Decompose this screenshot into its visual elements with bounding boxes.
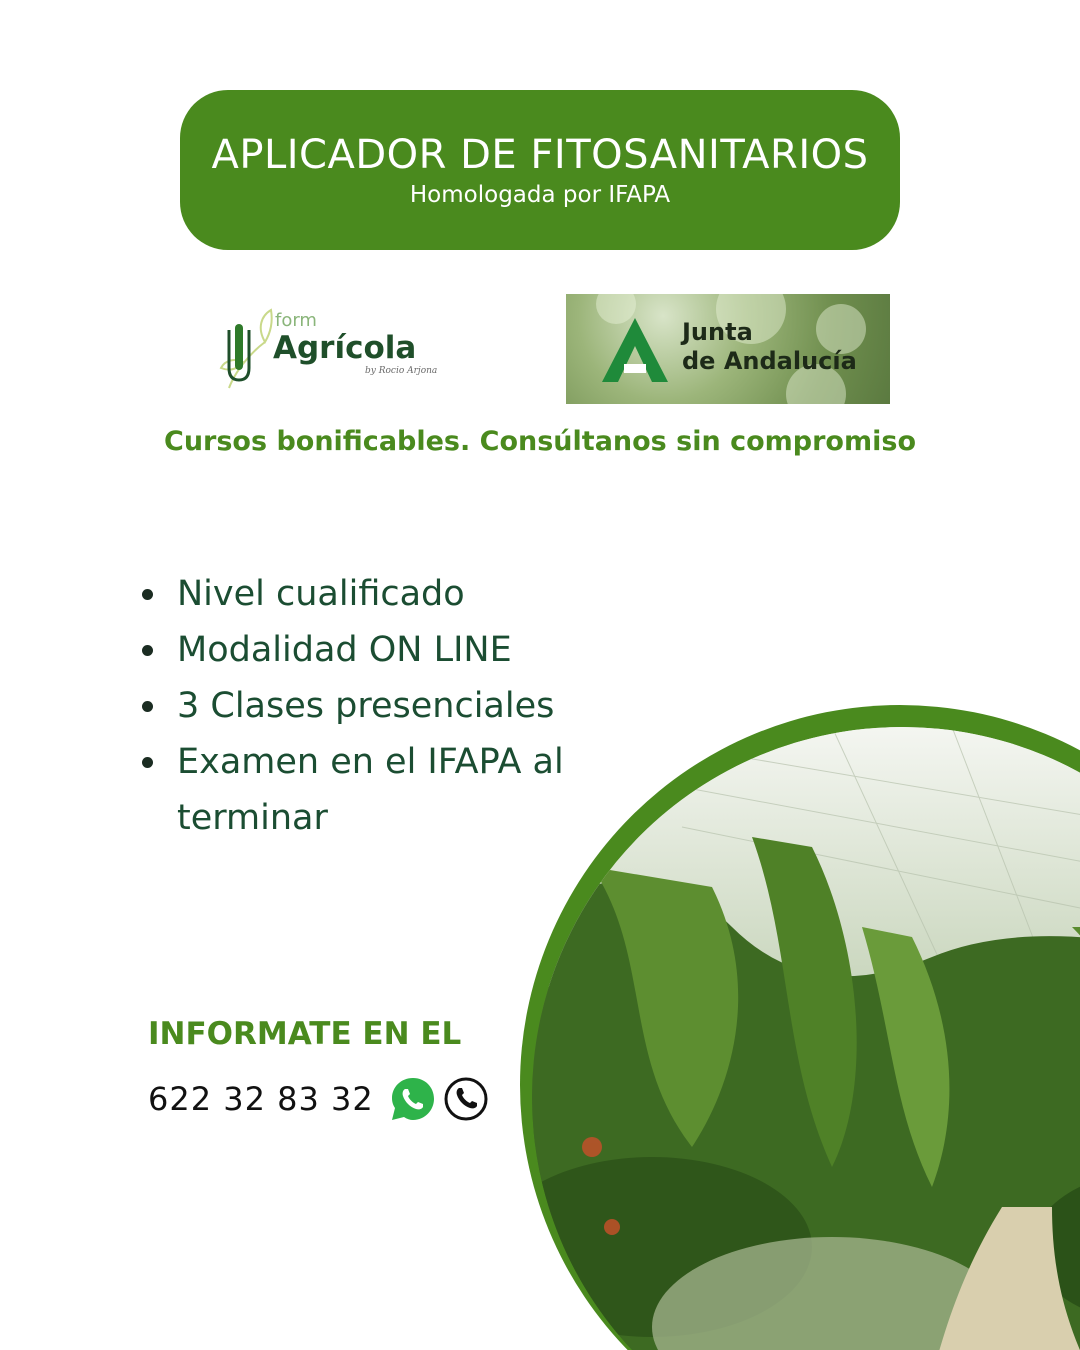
list-item: Examen en el IFAPA al terminar bbox=[140, 734, 610, 846]
form-agricola-logo bbox=[215, 302, 440, 390]
course-title: APLICADOR DE FITOSANITARIOS bbox=[211, 132, 869, 178]
junta-line1: Junta bbox=[682, 318, 753, 346]
phone-row bbox=[148, 1074, 490, 1124]
list-item: Nivel cualificado bbox=[140, 566, 610, 622]
course-title-banner bbox=[180, 90, 900, 250]
junta-line2: de Andalucía bbox=[682, 347, 857, 375]
list-item: 3 Clases presenciales bbox=[140, 678, 610, 734]
tagline: Cursos bonificables. Consúltanos sin compromiso bbox=[164, 426, 916, 457]
contact-label: INFORMATE EN EL bbox=[148, 1016, 462, 1052]
features-list bbox=[140, 566, 610, 846]
junta-andalucia-logo bbox=[566, 294, 890, 404]
course-subtitle: Homologada por IFAPA bbox=[409, 182, 671, 208]
logo-byline: by Rocio Arjona bbox=[365, 366, 438, 376]
phone-call-icon[interactable] bbox=[442, 1075, 490, 1123]
phone-number[interactable]: 622 32 83 32 bbox=[148, 1080, 374, 1118]
list-item: Modalidad ON LINE bbox=[140, 622, 610, 678]
greenhouse-photo bbox=[532, 727, 1080, 1350]
junta-text bbox=[682, 318, 857, 376]
test-tube-leaf-icon bbox=[215, 302, 275, 390]
logo-agricola-word: Agrícola bbox=[273, 330, 417, 366]
junta-a-emblem-icon bbox=[600, 316, 670, 384]
whatsapp-icon[interactable] bbox=[388, 1074, 438, 1124]
logo-form-word: form bbox=[275, 310, 317, 331]
greenhouse-illustration bbox=[532, 727, 1080, 1350]
